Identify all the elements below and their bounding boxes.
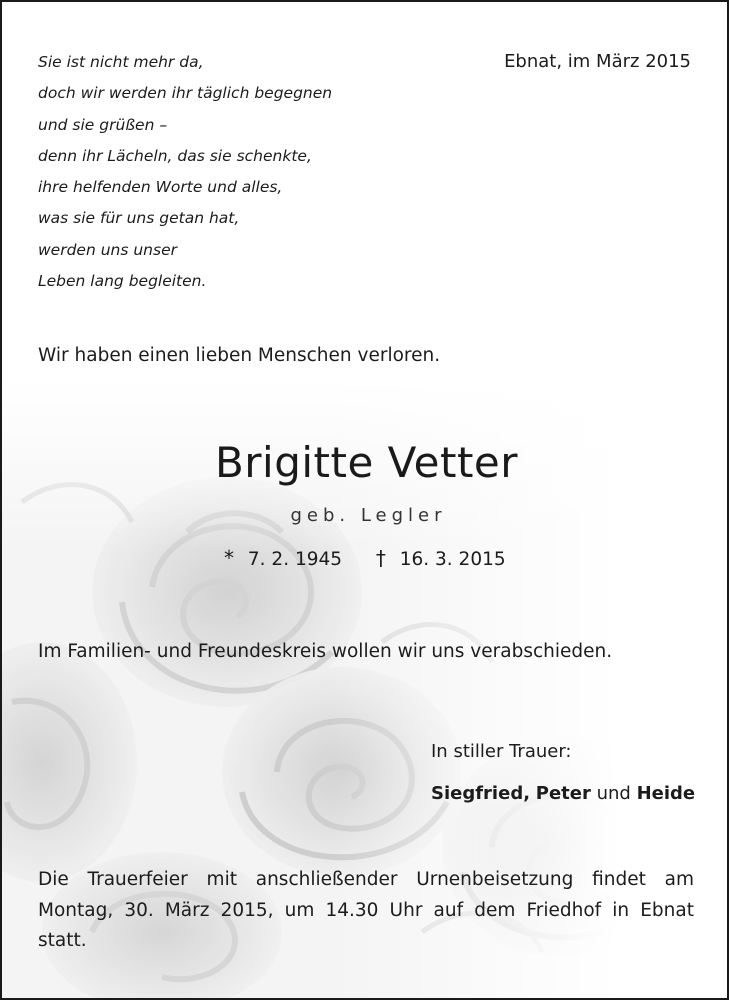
death-date: 16. 3. 2015 xyxy=(399,549,506,570)
ceremony-line: statt. xyxy=(38,930,87,951)
mourner-name: Heide xyxy=(636,783,696,804)
poem-line: ihre helfenden Worte und alles, xyxy=(38,178,283,197)
mourner-connector: und xyxy=(596,783,631,804)
maiden-name: geb. Legler xyxy=(290,505,447,526)
death-cross-icon: † xyxy=(375,546,386,570)
intro-text: Wir haben einen lieben Menschen verloren. xyxy=(38,345,441,366)
mourner-name: Peter xyxy=(535,783,591,804)
poem-line: und sie grüßen – xyxy=(38,115,168,134)
poem-line: doch wir werden ihr täglich begegnen xyxy=(38,84,333,103)
birth-date: 7. 2. 1945 xyxy=(247,549,343,570)
mourners xyxy=(431,773,695,815)
life-dates xyxy=(224,542,506,576)
deceased-name: Brigitte Vetter xyxy=(214,438,519,487)
dateline: Ebnat, im März 2015 xyxy=(504,51,691,72)
poem xyxy=(38,47,332,297)
poem-line: Leben lang begleiten. xyxy=(38,272,207,291)
poem-line: was sie für uns getan hat, xyxy=(38,209,240,228)
ceremony-text xyxy=(38,865,694,957)
birth-star-icon: * xyxy=(224,546,234,570)
poem-line: Sie ist nicht mehr da, xyxy=(38,53,204,71)
ceremony-line: Die Trauerfeier mit anschließender Urnenbeisetzung findet am xyxy=(38,869,694,890)
mourner-name: Siegfried, xyxy=(431,783,531,804)
farewell-text: Im Familien- und Freundeskreis wollen wir uns verabschieden. xyxy=(38,641,613,662)
poem-line: denn ihr Lächeln, das sie schenkte, xyxy=(38,146,312,165)
mourning-heading: In stiller Trauer: xyxy=(431,741,572,762)
ceremony-line: Montag, 30. März 2015, um 14.30 Uhr auf dem Friedhof in Ebnat xyxy=(38,899,694,921)
mourning-block xyxy=(431,731,695,815)
poem-line: werden uns unser xyxy=(38,240,177,259)
